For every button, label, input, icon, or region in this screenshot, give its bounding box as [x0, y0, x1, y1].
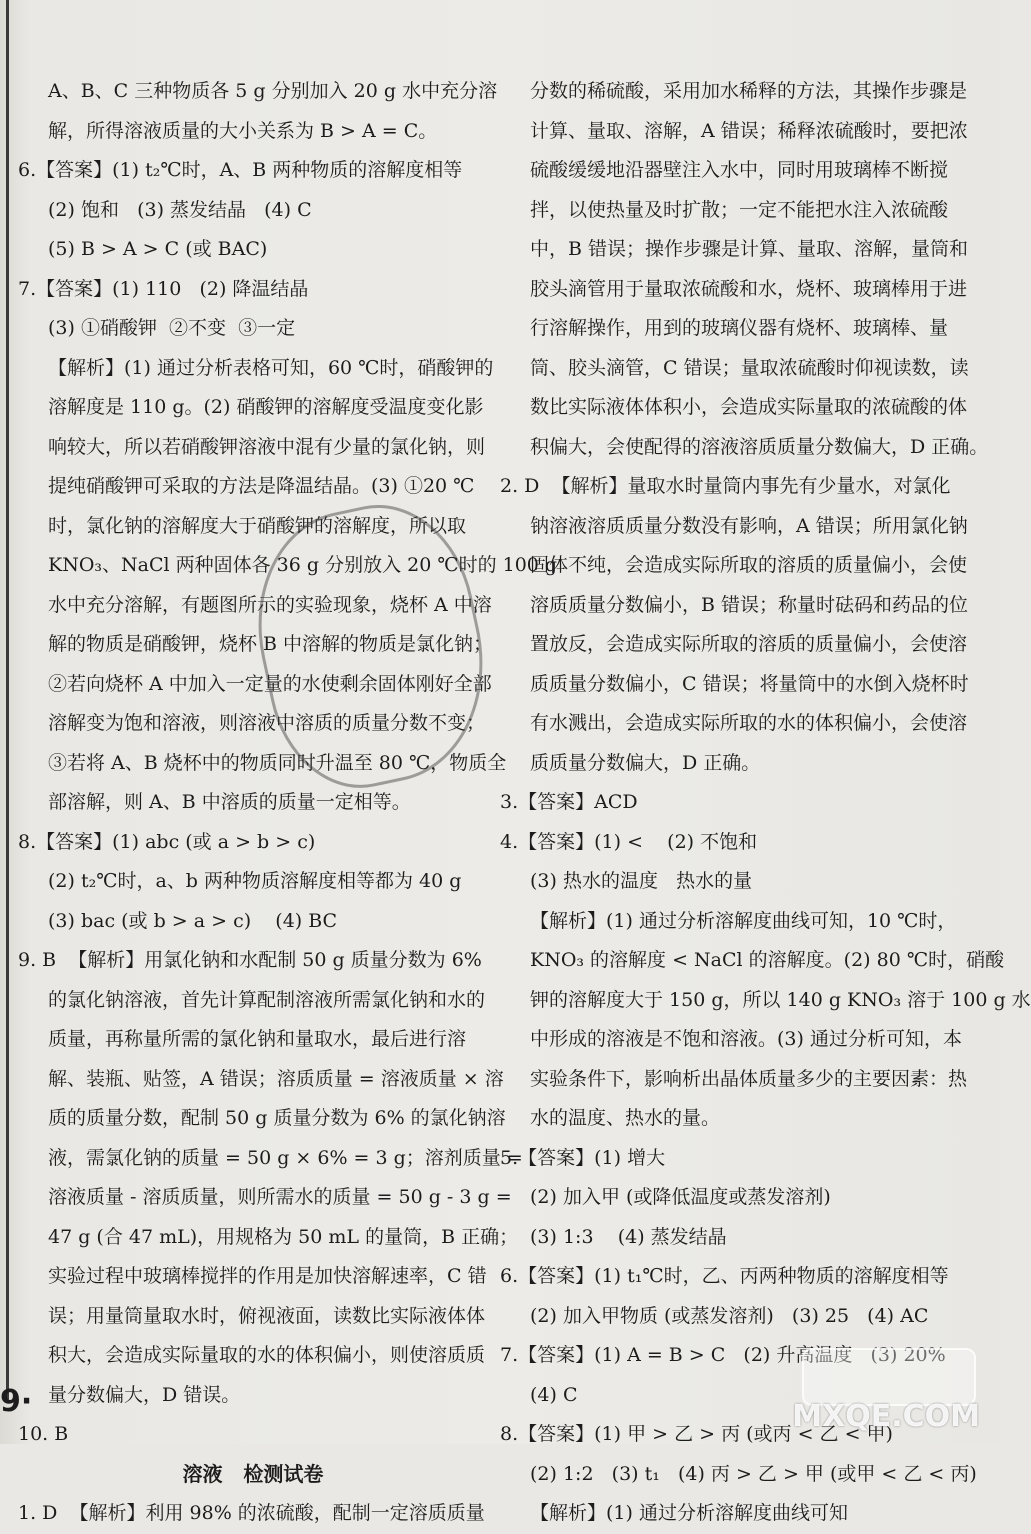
right-line: 质质量分数偏小，C 错误；将量筒中的水倒入烧杯时 [530, 672, 969, 695]
right-line: 有水溅出，会造成实际所取的水的体积偏小，会使溶 [530, 712, 968, 734]
left-line: 质的质量分数，配制 50 g 质量分数为 6% 的氯化钠溶 [48, 1107, 506, 1129]
left-line: 解的物质是硝酸钾，烧杯 B 中溶解的物质是氯化钠； [48, 633, 493, 655]
left-line: 提纯硝酸钾可采取的方法是降温结晶。(3) ①20 ℃ [48, 475, 475, 497]
left-line: 【解析】(1) 通过分析表格可知，60 ℃时，硝酸钾的 [48, 356, 494, 379]
left-line: (2) t₂℃时，a、b 两种物质溶解度相等都为 40 g [48, 870, 462, 892]
left-line: 质量，再称量所需的氯化钠和量取水，最后进行溶 [48, 1028, 467, 1050]
right-line: 水的温度、热水的量。 [530, 1107, 721, 1129]
right-line: 4.【答案】(1) < (2) 不饱和 [500, 830, 758, 853]
watermark [792, 1348, 992, 1438]
right-line: 7.【答案】(1) A = B > C (2) 升高温度 (3) 20% [500, 1344, 946, 1366]
left-line: 47 g (合 47 mL)，用规格为 50 mL 的量筒，B 正确； [48, 1225, 519, 1248]
left-line: KNO₃、NaCl 两种固体各 36 g 分别放入 20 ℃时的 100 g [48, 554, 558, 576]
right-line: 拌，以使热量及时扩散；一定不能把水注入浓硫酸 [530, 198, 949, 221]
right-line: 8.【答案】(1) 甲 > 乙 > 丙 (或丙 < 乙 < 甲) [500, 1423, 893, 1445]
right-line: (2) 加入甲物质 (或蒸发溶剂) (3) 25 (4) AC [530, 1304, 929, 1327]
left-column [18, 72, 558, 1534]
left-line: 溶解变为饱和溶液，则溶液中溶质的质量分数不变； [48, 712, 486, 734]
right-line: 溶质质量分数偏小，B 错误；称量时砝码和药品的位 [530, 593, 969, 616]
left-line: 积大，会造成实际量取的水的体积偏小，则使溶质质 [48, 1344, 486, 1366]
left-line: 误；用量筒量取水时，俯视液面，读数比实际液体体 [48, 1304, 486, 1327]
left-line: 溶解度是 110 g。(2) 硝酸钾的溶解度受温度变化影 [48, 396, 484, 418]
right-line: (3) 1:3 (4) 蒸发结晶 [530, 1225, 727, 1248]
right-line: 胶头滴管用于量取浓硫酸和水，烧杯、玻璃棒用于进 [530, 277, 968, 300]
left-line: 液，需氯化钠的质量 = 50 g × 6% = 3 g；溶剂质量 = [48, 1146, 523, 1169]
left-line: 响较大，所以若硝酸钾溶液中混有少量的氯化钠，则 [48, 435, 486, 458]
watermark-text: MXQE.COM [792, 1399, 980, 1434]
right-line: KNO₃ 的溶解度 < NaCl 的溶解度。(2) 80 ℃时，硝酸 [530, 949, 1005, 971]
right-line: 固体不纯，会造成实际所取的溶质的质量偏小，会使 [530, 554, 968, 576]
left-line: 1. D 【解析】利用 98% 的浓硫酸，配制一定溶质质量 [18, 1502, 485, 1524]
left-line: 部溶解，则 A、B 中溶质的质量一定相等。 [48, 791, 411, 813]
right-line: (2) 1:2 (3) t₁ (4) 丙 > 乙 > 甲 (或甲 < 乙 < 丙) [530, 1462, 977, 1485]
left-line: 的氯化钠溶液，首先计算配制溶液所需氯化钠和水的 [48, 988, 486, 1011]
left-line: 7.【答案】(1) 110 (2) 降温结晶 [18, 277, 309, 300]
right-line: 质质量分数偏大，D 正确。 [530, 751, 761, 774]
left-line: (5) B > A > C (或 BAC) [48, 238, 268, 260]
right-line: 分数的稀硫酸，采用加水稀释的方法，其操作步骤是 [530, 80, 968, 102]
left-line: A、B、C 三种物质各 5 g 分别加入 20 g 水中充分溶 [48, 80, 498, 102]
right-column [500, 72, 1031, 1534]
right-line: 中，B 错误；操作步骤是计算、量取、溶解，量筒和 [530, 238, 969, 260]
right-line: 【解析】(1) 通过分析溶解度曲线可知 [530, 1502, 848, 1524]
right-line: 【解析】(1) 通过分析溶解度曲线可知，10 ℃时， [530, 909, 957, 932]
left-line: 8.【答案】(1) abc (或 a > b > c) [18, 830, 316, 853]
left-line: 量分数偏大，D 错误。 [48, 1383, 241, 1406]
right-line: 置放反，会造成实际所取的溶质的质量偏小，会使溶 [530, 633, 968, 655]
left-line: 时，氯化钠的溶解度大于硝酸钾的溶解度，所以取 [48, 514, 467, 537]
right-line: 2. D 【解析】量取水时量筒内事先有少量水，对氯化 [500, 475, 951, 497]
right-line: 3.【答案】ACD [500, 791, 638, 813]
left-line: 水中充分溶解，有题图所示的实验现象，烧杯 A 中溶 [48, 593, 492, 616]
right-line: 5.【答案】(1) 增大 [500, 1146, 666, 1169]
left-line: 解、装瓶、贴签，A 错误；溶质质量 = 溶液质量 × 溶 [48, 1067, 504, 1090]
right-line: (3) 热水的温度 热水的量 [530, 870, 753, 892]
right-line: (4) C [530, 1383, 578, 1406]
left-line: 实验过程中玻璃棒搅拌的作用是加快溶解速率，C 错 [48, 1265, 487, 1287]
right-line: 钾的溶解度大于 150 g，所以 140 g KNO₃ 溶于 100 g 水 [530, 988, 1031, 1011]
left-line: 溶液质量 - 溶质质量，则所需水的质量 = 50 g - 3 g = [48, 1186, 512, 1208]
right-line: 中形成的溶液是不饱和溶液。(3) 通过分析可知，本 [530, 1028, 962, 1050]
section-title: 溶液 检测试卷 [182, 1461, 324, 1486]
right-line: 钠溶液溶质质量分数没有影响，A 错误；所用氯化钠 [530, 514, 968, 537]
left-line: 9. B 【解析】用氯化钠和水配制 50 g 质量分数为 6% [18, 949, 482, 971]
binding-edge [6, 0, 9, 1400]
right-line: 硫酸缓缓地沿器壁注入水中，同时用玻璃棒不断搅 [530, 159, 949, 181]
left-line: ②若向烧杯 A 中加入一定量的水使剩余固体刚好全部 [48, 672, 492, 695]
right-line: 计算、量取、溶解，A 错误；稀释浓硫酸时，要把浓 [530, 119, 968, 142]
page-number: 9· [0, 1384, 33, 1419]
left-line: (2) 饱和 (3) 蒸发结晶 (4) C [48, 198, 312, 221]
left-line: (3) ①硝酸钾 ②不变 ③一定 [48, 317, 296, 339]
right-line: 行溶解操作，用到的玻璃仪器有烧杯、玻璃棒、量 [530, 317, 949, 339]
left-line: (3) bac (或 b > a > c) (4) BC [48, 909, 338, 932]
right-line: 筒、胶头滴管，C 错误；量取浓硫酸时仰视读数，读 [530, 356, 969, 379]
right-line: 数比实际液体体积小，会造成实际量取的浓硫酸的体 [530, 396, 968, 418]
right-line: (2) 加入甲 (或降低温度或蒸发溶剂) [530, 1186, 831, 1208]
left-line: 10. B [18, 1423, 69, 1445]
right-line: 积偏大，会使配得的溶液溶质质量分数偏大，D 正确。 [530, 435, 989, 458]
left-line: ③若将 A、B 烧杯中的物质同时升温至 80 ℃，物质全 [48, 751, 507, 774]
left-line: 6.【答案】(1) t₂℃时，A、B 两种物质的溶解度相等 [18, 159, 463, 181]
watermark-logo [802, 1348, 976, 1406]
right-line: 6.【答案】(1) t₁℃时，乙、丙两种物质的溶解度相等 [500, 1265, 949, 1287]
right-line: 实验条件下，影响析出晶体质量多少的主要因素：热 [530, 1067, 968, 1090]
left-line: 解，所得溶液质量的大小关系为 B > A = C。 [48, 119, 438, 142]
